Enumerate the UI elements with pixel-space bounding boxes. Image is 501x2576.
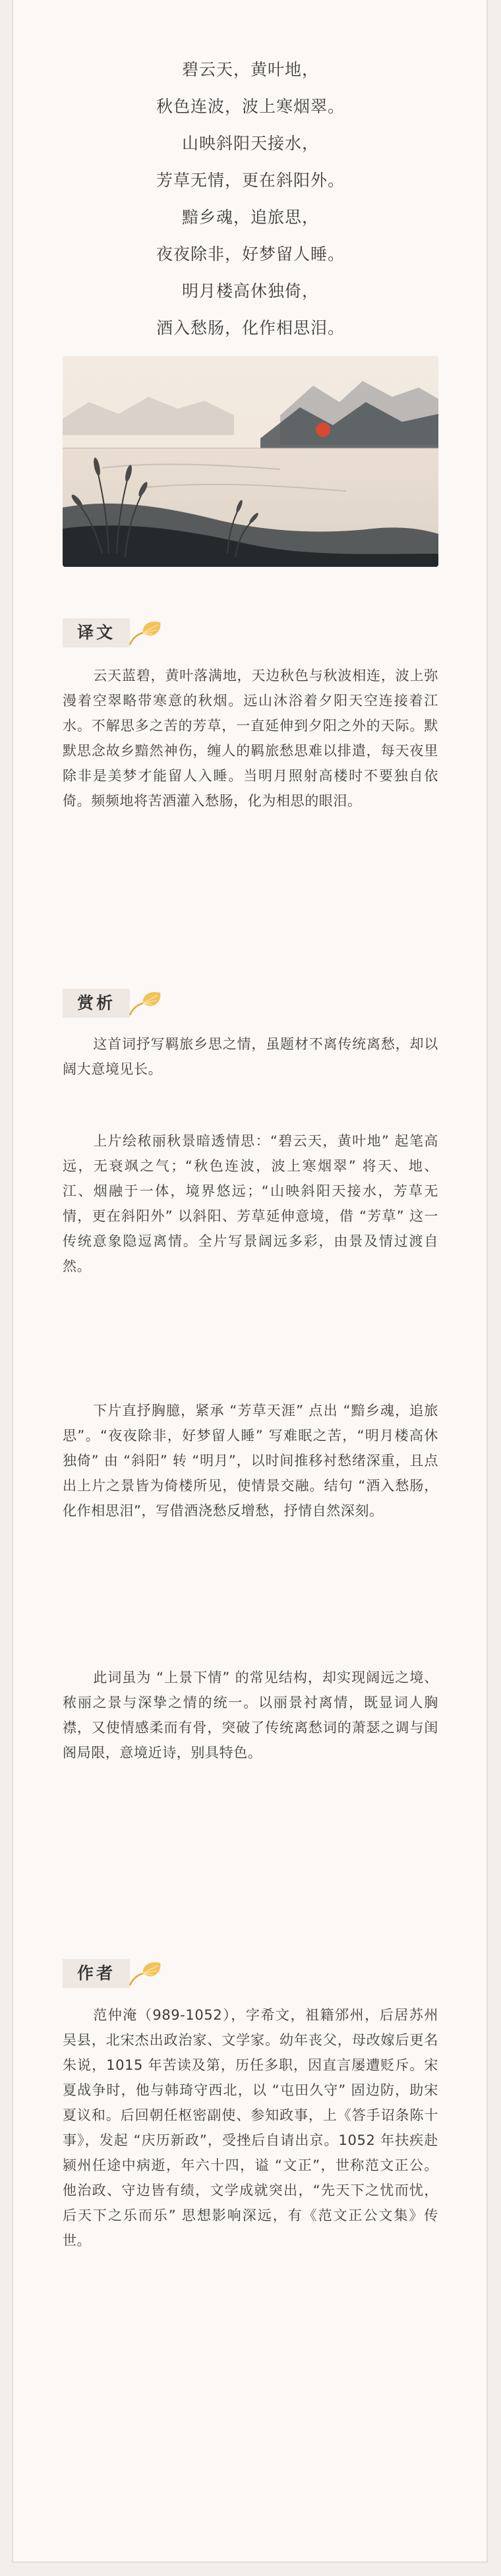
poem-line: 芳草无情，更在斜阳外。 bbox=[156, 171, 345, 190]
section-title-author bbox=[63, 1959, 164, 1988]
author-paragraph: 范仲淹（989-1052），字希文，祖籍邠州，后居苏州吴县，北宋杰出政治家、文学家。幼年丧父，母改嫁后更名朱说，1015 年苦读及第，历任多职，因直言屡遭贬斥。宋夏战争时，他与韩琦守西北，以 “屯田久守” 固边防，助宋夏议和。后回朝任枢密副使、参知政事，上《答手诏条陈十事》，发起 “庆历新政”，受挫后自请出京。1052 年扶疾赴颍州任途中病逝，年六十四，谥 “文正”，世称范文正公。他治政、守边皆有绩，文学成就突出，“先天下之忧而忧，后天下之乐而乐” 思想影响深远，有《范文正公文集》传世。 bbox=[63, 2007, 438, 2248]
section-title-appreciation bbox=[63, 989, 164, 1018]
poem-line: 明月楼高休独倚， bbox=[181, 281, 319, 301]
translation-paragraph: 云天蓝碧，黄叶落满地，天边秋色与秋波相连，波上弥漫着空翠略带寒意的秋烟。远山沐浴着夕阳天空连接着江水。不解思多之苦的芳草，一直延伸到夕阳之外的天际。默默思念故乡黯然神伤，缠人的羁旅愁思难以排遣，每天夜里除非是美梦才能留人入睡。当明月照射高楼时不要独自依倚。频频地将苦酒灌入愁肠，化为相思的眼泪。 bbox=[63, 668, 438, 809]
landscape-painting bbox=[63, 356, 438, 567]
section-tag: 作者 bbox=[63, 1959, 130, 1988]
appreciation-paragraph: 这首词抒写羁旅乡思之情，虽题材不离传统离愁，却以阔大意境见长。 bbox=[63, 1036, 438, 1077]
appreciation-paragraph: 此词虽为 “上景下情” 的常见结构，却实现阔远之境、秾丽之景与深挚之情的统一。以丽景衬离情，既显词人胸襟，又使情感柔而有骨，突破了传统离愁词的萧瑟之调与闺阁局限，意境近诗，别具特色。 bbox=[63, 1670, 438, 1761]
article bbox=[26, 0, 475, 2576]
poem bbox=[26, 51, 475, 347]
poem-line: 黯乡魂，追旅思， bbox=[181, 208, 319, 227]
ginkgo-leaf-icon bbox=[123, 618, 164, 647]
section-title-translation bbox=[63, 618, 164, 647]
poem-line: 碧云天，黄叶地， bbox=[181, 60, 319, 79]
section-tag: 译文 bbox=[63, 618, 130, 647]
poem-line: 山映斜阳天接水， bbox=[181, 134, 319, 153]
appreciation-paragraph: 上片绘秾丽秋景暗透情思：“碧云天，黄叶地” 起笔高远，无衰飒之气；“秋色连波，波上寒烟翠” 将天、地、江、烟融于一体，境界悠远；“山映斜阳天接水，芳草无情，更在斜阳外” 以斜阳、芳草延伸意境，借 “芳草” 这一传统意象隐逗离情。全片写景阔远多彩，由景及情过渡自然。 bbox=[63, 1133, 438, 1274]
appreciation-paragraph: 下片直抒胸臆，紧承 “芳草天涯” 点出 “黯乡魂，追旅思”。“夜夜除非，好梦留人睡” 写难眠之苦，“明月楼高休独倚” 由 “斜阳” 转 “明月”，以时间推移衬愁绪深重，且点出上片之景皆为倚楼所见，使情景交融。结句 “酒入愁肠，化作相思泪”，写借酒浇愁反增愁，抒情自然深刻。 bbox=[63, 1403, 438, 1519]
ginkgo-leaf-icon bbox=[123, 1959, 164, 1988]
poem-line: 夜夜除非，好梦留人睡。 bbox=[156, 245, 345, 264]
ginkgo-leaf-icon bbox=[123, 989, 164, 1018]
poem-line: 秋色连波，波上寒烟翠。 bbox=[156, 97, 345, 116]
poem-line: 酒入愁肠，化作相思泪。 bbox=[156, 318, 345, 337]
section-tag: 赏析 bbox=[63, 989, 130, 1018]
